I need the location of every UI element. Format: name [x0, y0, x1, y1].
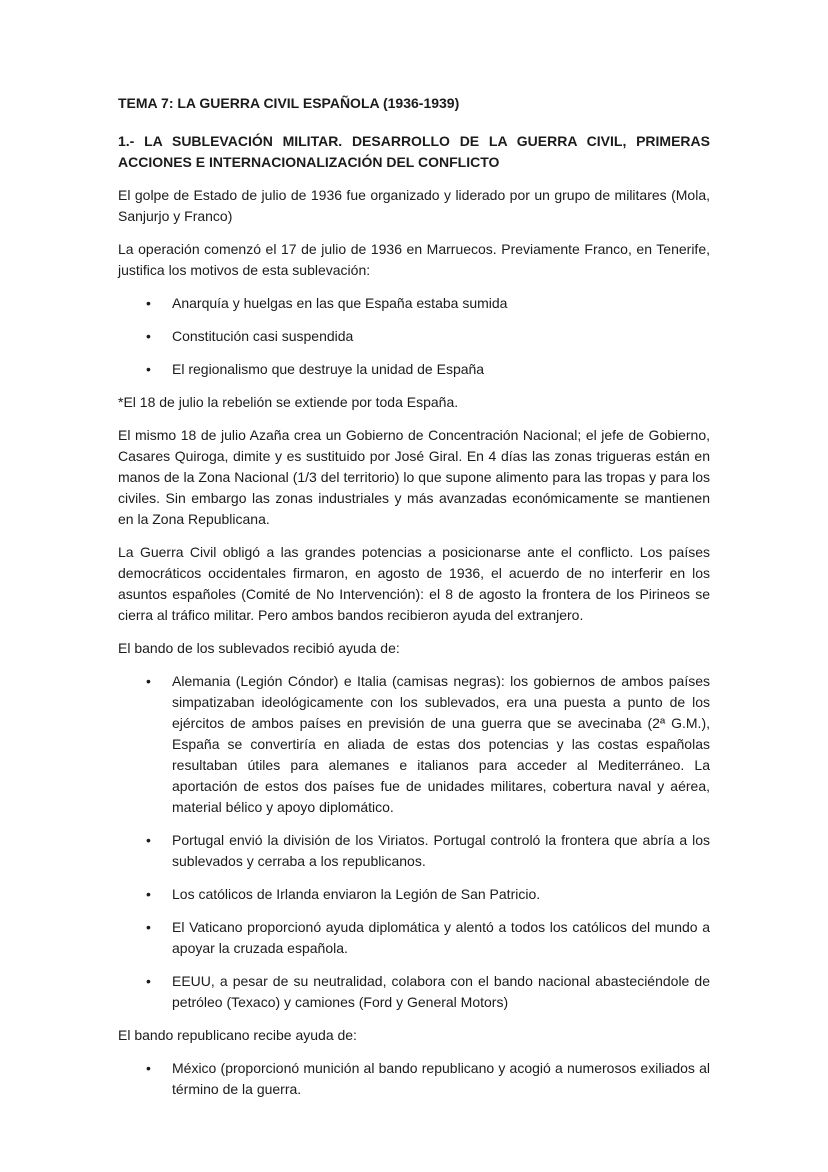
bullet-item: • Constitución casi suspendida — [118, 326, 710, 347]
bullet-item: • Los católicos de Irlanda enviaron la Legión de San Patricio. — [118, 884, 710, 905]
paragraph-gobierno-concentracion: El mismo 18 de julio Azaña crea un Gobierno de Concentración Nacional; el jefe de Gobierno, Casares Quiroga, dimite y es sustituido por José Giral. En 4 días las zonas trigueras están en manos de la Zona Nacional (1/3 del territorio) lo que supone alimento para las tropas y para los civiles. Sin embargo las zonas industriales y más avanzadas económicamente se mantienen en la Zona Republicana. — [118, 427, 710, 527]
bullet-item: • Anarquía y huelgas en las que España estaba sumida — [118, 293, 710, 314]
bullet-item: • El Vaticano proporcionó ayuda diplomática y alentó a todos los católicos del mundo a apoyar la cruzada española. — [118, 917, 710, 959]
bullet-list-ayuda-sublevados — [118, 671, 710, 1013]
bullet-item: • El regionalismo que destruye la unidad de España — [118, 359, 710, 380]
bullet-list-motivos — [118, 293, 710, 380]
paragraph-republicano-ayuda: El bando republicano recibe ayuda de: — [118, 1027, 357, 1043]
bullet-list-ayuda-republicanos — [118, 1058, 710, 1100]
paragraph-rebelion: *El 18 de julio la rebelión se extiende por toda España. — [118, 394, 459, 410]
paragraph-sublevados-ayuda: El bando de los sublevados recibió ayuda de: — [118, 640, 400, 656]
bullet-item: • Portugal envió la división de los Viriatos. Portugal controló la frontera que abría a los sublevados y cerraba a los republicanos. — [118, 830, 710, 872]
bullet-item: • México (proporcionó munición al bando republicano y acogió a numerosos exiliados al término de la guerra. — [118, 1058, 710, 1100]
paragraph-golpe-estado: El golpe de Estado de julio de 1936 fue organizado y liderado por un grupo de militares (Mola, Sanjurjo y Franco) — [118, 187, 710, 224]
paragraph-operacion: La operación comenzó el 17 de julio de 1936 en Marruecos. Previamente Franco, en Tenerife, justifica los motivos de esta sublevación: — [118, 241, 710, 278]
paragraph-potencias: La Guerra Civil obligó a las grandes potencias a posicionarse ante el conflicto. Los países democráticos occidentales firmaron, en agosto de 1936, el acuerdo de no interferir en los asuntos españoles (Comité de No Intervención): el 8 de agosto la frontera de los Pirineos se cierra al tráfico militar. Pero ambos bandos recibieron ayuda del extranjero. — [118, 544, 710, 623]
section-heading: 1.- LA SUBLEVACIÓN MILITAR. DESARROLLO DE LA GUERRA CIVIL, PRIMERAS ACCIONES E INTERNACIONALIZACIÓN DEL CONFLICTO — [118, 133, 710, 170]
bullet-item: • EEUU, a pesar de su neutralidad, colabora con el bando nacional abasteciéndole de petróleo (Texaco) y camiones (Ford y General Motors) — [118, 971, 710, 1013]
doc-title: TEMA 7: LA GUERRA CIVIL ESPAÑOLA (1936-1939) — [118, 95, 460, 111]
bullet-item: • Alemania (Legión Cóndor) e Italia (camisas negras): los gobiernos de ambos países simpatizaban ideológicamente con los sublevados, era una puesta a punto de los ejércitos de ambos países en previsión de una guerra que se avecinaba (2ª G.M.), España se convertiría en aliada de estas dos potencias y las costas españolas resultaban útiles para alemanes e italianos para acceder al Mediterráneo. La aportación de estos dos países fue de unidades militares, cobertura naval y aérea, material bélico y apoyo diplomático. — [118, 671, 710, 818]
